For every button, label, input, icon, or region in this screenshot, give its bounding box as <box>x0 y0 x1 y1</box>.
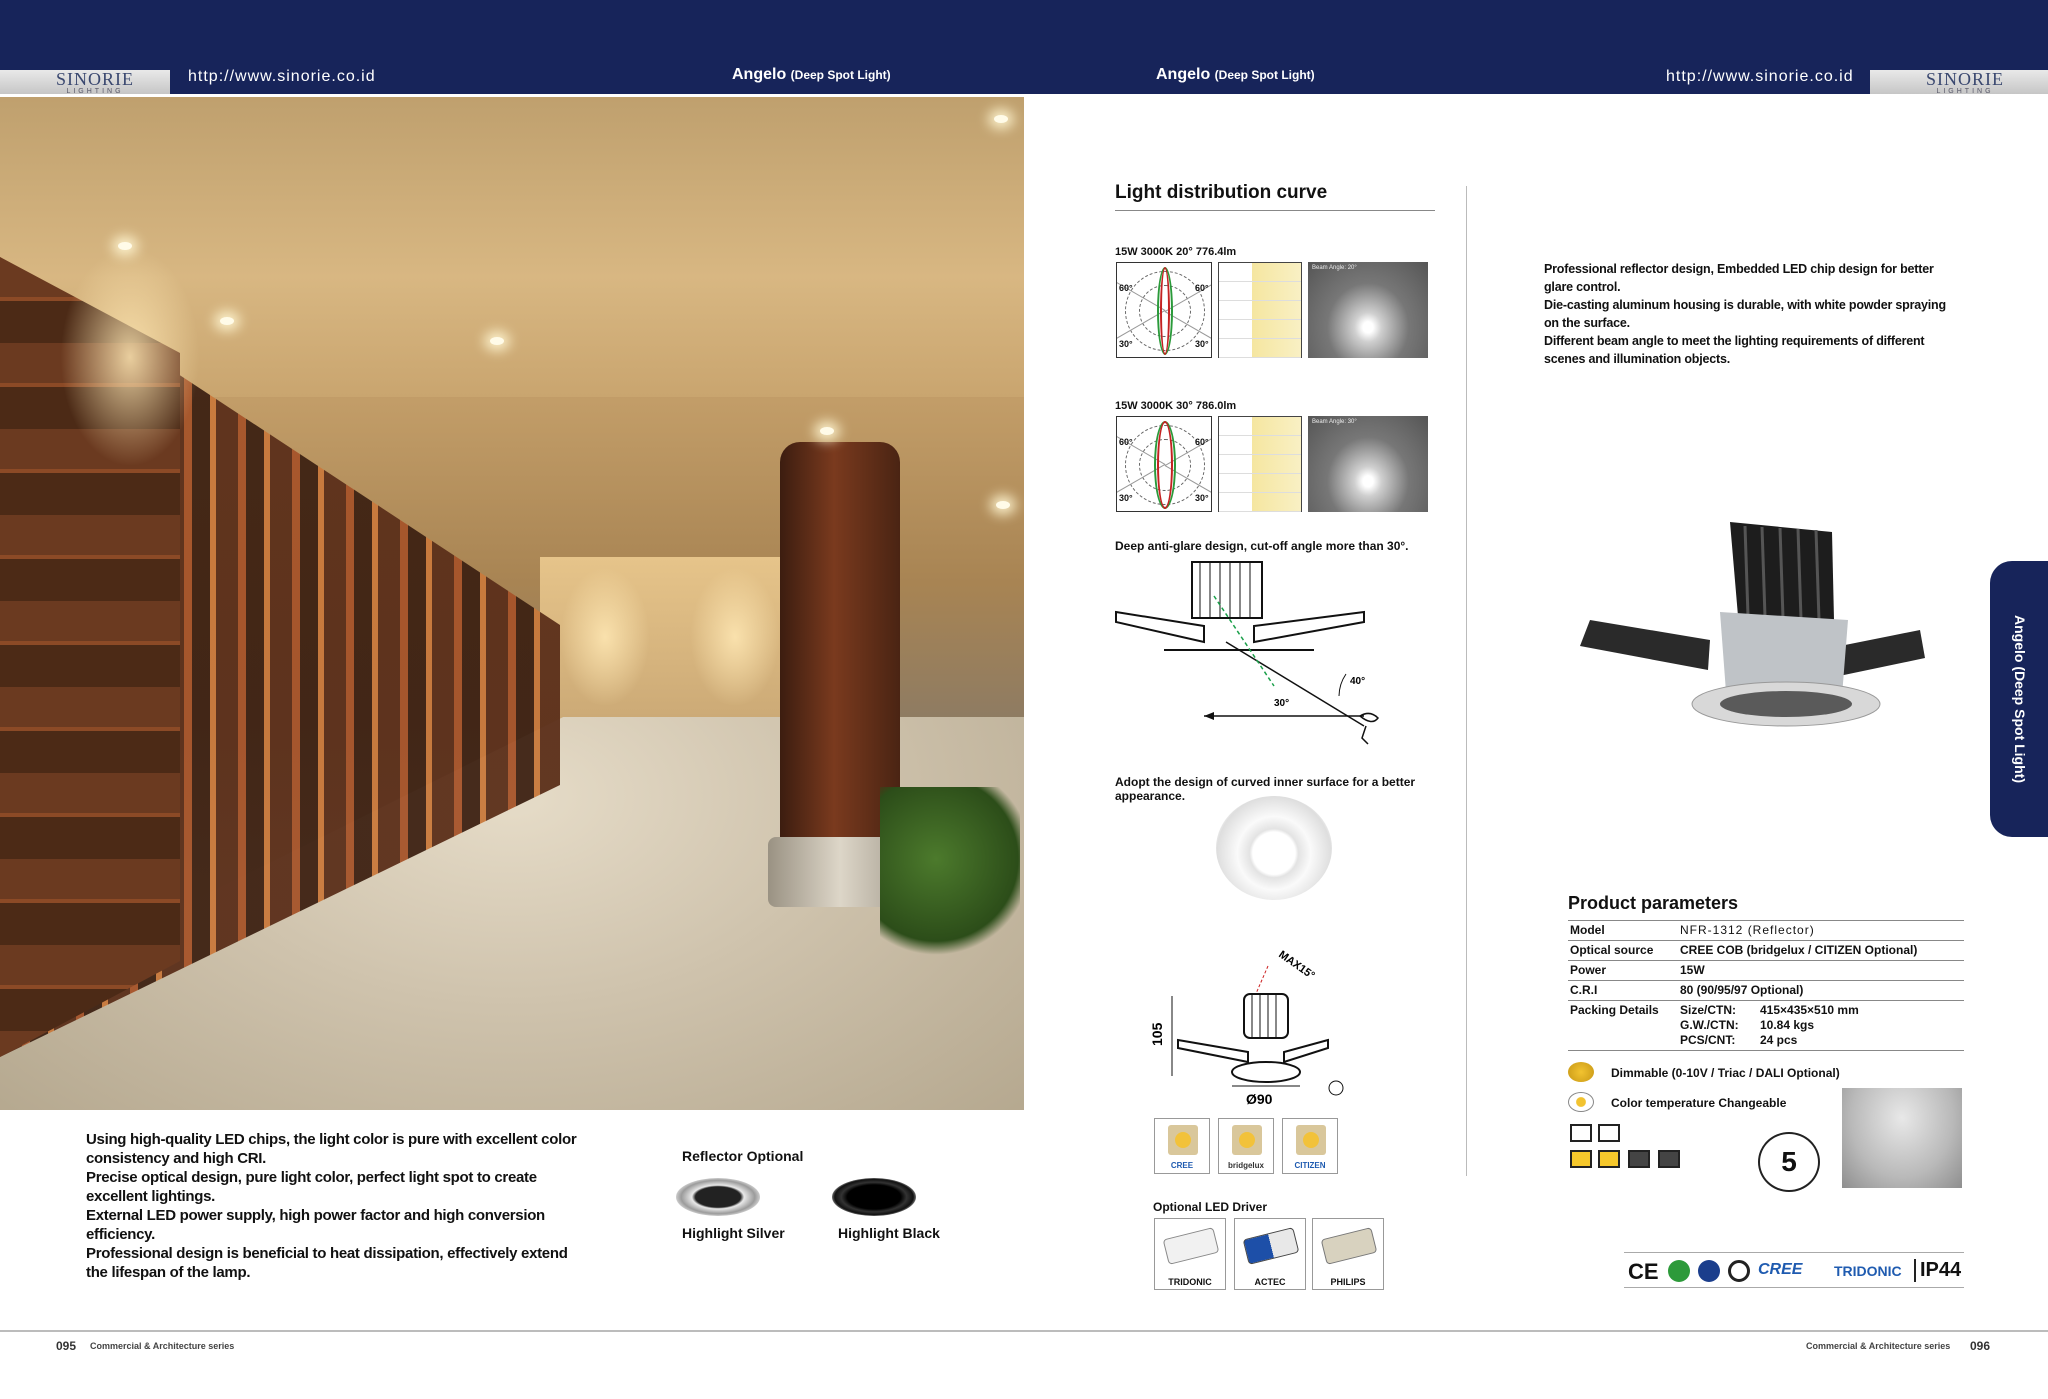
feature-item: Precise optical design, pure light color, perfect light spot to create excellent lightings. <box>86 1169 537 1205</box>
description-line: Different beam angle to meet the lighting requirements of different scenes and illumination objects. <box>1544 334 1925 366</box>
param-key: Power <box>1568 961 1678 981</box>
footer-rule <box>0 1330 2048 1332</box>
page-number-left: 095 <box>56 1339 77 1353</box>
cutoff-caption: Deep anti-glare design, cut-off angle more than 30°. <box>1115 539 1409 553</box>
photo-downlight <box>118 242 132 250</box>
cct-text: Color temperature Changeable <box>1611 1096 1787 1110</box>
cert-icon <box>1728 1260 1750 1282</box>
header-url-left[interactable]: http://www.sinorie.co.id <box>188 68 376 85</box>
spring-left <box>1580 620 1710 670</box>
photo-wall-glow <box>60 247 200 467</box>
side-tab-label: Angelo (Deep Spot Light) <box>2012 615 2028 783</box>
driver-image <box>1163 1227 1220 1265</box>
ldc-title-rule <box>1115 210 1435 211</box>
spring-right <box>1284 1040 1328 1062</box>
lux-row <box>1219 455 1301 474</box>
table-row <box>1568 1001 1964 1051</box>
rotate-icon <box>1329 1081 1343 1095</box>
cct-swatch-icon <box>1598 1150 1620 1168</box>
dim-max-tilt: MAX15° <box>1276 948 1317 983</box>
driver-brand: ACTEC <box>1254 1277 1286 1287</box>
lux-row <box>1219 493 1301 512</box>
param-key: C.R.I <box>1568 981 1678 1001</box>
table-row <box>1568 961 1964 981</box>
series-label-left: Commercial & Architecture series <box>90 1341 235 1351</box>
trim-ring <box>1232 1062 1300 1082</box>
driver-brand: TRIDONIC <box>1168 1277 1212 1287</box>
chip-bridgelux <box>1218 1118 1274 1174</box>
polar-angle-label: 30° <box>1195 493 1209 503</box>
photo-downlight <box>220 317 234 325</box>
lux-row <box>1219 320 1301 339</box>
polar-angle-label: 30° <box>1119 493 1133 503</box>
angle-arc <box>1339 674 1346 696</box>
arrow-head <box>1204 712 1214 720</box>
packing-key: G.W./CTN: <box>1680 1018 1739 1032</box>
ip-rating: IP44 <box>1914 1259 1961 1282</box>
param-value: 15W <box>1678 961 1964 981</box>
param-value: NFR-1312 (Reflector) <box>1678 921 1964 941</box>
polar-angle-label: 60° <box>1119 437 1133 447</box>
cct-icon <box>1568 1092 1594 1112</box>
product-image <box>1580 520 1930 740</box>
tridonic-logo: TRIDONIC <box>1834 1263 1902 1279</box>
reflector-opening <box>1720 691 1852 717</box>
param-value <box>1678 1001 1964 1051</box>
cree-logo: CREE <box>1758 1261 1803 1278</box>
packing-line <box>1680 1033 1962 1048</box>
table-row <box>1568 981 1964 1001</box>
chip-cree <box>1154 1118 1210 1174</box>
feature-item: External LED power supply, high power factor and high conversion efficiency. <box>86 1207 545 1243</box>
beam-photo-1 <box>1308 262 1428 358</box>
spring-left <box>1178 1040 1248 1062</box>
eye-icon <box>1360 713 1378 744</box>
driver-title: Optional LED Driver <box>1153 1200 1268 1214</box>
chip-image <box>1232 1125 1262 1155</box>
packing-value: 24 pcs <box>1760 1033 1798 1047</box>
packing-key: PCS/CNT: <box>1680 1033 1736 1047</box>
spring-left <box>1116 612 1204 642</box>
polar-curve-c90 <box>1160 267 1170 355</box>
rohs-icon <box>1668 1260 1690 1282</box>
driver-actec <box>1234 1218 1306 1290</box>
curve1-label: 15W 3000K 20° 776.4lm <box>1115 246 1237 258</box>
cct-swatch-icon <box>1570 1150 1592 1168</box>
side-tab[interactable] <box>1990 561 2048 837</box>
dim-height: 105 <box>1149 1022 1165 1046</box>
driver-tridonic <box>1154 1218 1226 1290</box>
cct-swatch-icon <box>1628 1150 1650 1168</box>
feature-item: Professional design is beneficial to heat dissipation, effectively extend the lifespan of the lamp. <box>86 1245 568 1281</box>
param-value: CREE COB (bridgelux / CITIZEN Optional) <box>1678 941 1964 961</box>
reflector-silver-image <box>676 1178 760 1216</box>
fixture-body <box>1244 994 1288 1038</box>
chip-brand: CITIZEN <box>1294 1161 1326 1170</box>
interior-photo <box>0 97 1024 1110</box>
beam-title: Beam Angle: 20° <box>1312 265 1357 271</box>
curved-caption: Adopt the design of curved inner surface for a better appearance. <box>1115 775 1416 803</box>
lux-row <box>1219 263 1301 282</box>
lux-row <box>1219 339 1301 358</box>
polar-angle-label: 30° <box>1195 339 1209 349</box>
polar-angle-label: 60° <box>1119 283 1133 293</box>
lux-row <box>1219 417 1301 436</box>
param-value: 80 (90/95/97 Optional) <box>1678 981 1964 1001</box>
packing-key: Size/CTN: <box>1680 1003 1737 1017</box>
photo-plant <box>880 787 1020 967</box>
lux-row <box>1219 301 1301 320</box>
driver-image <box>1321 1227 1378 1265</box>
spring-right <box>1254 612 1364 642</box>
header-title-left: Angelo (Deep Spot Light) <box>732 66 891 83</box>
ce-mark: CE <box>1628 1259 1659 1284</box>
ldc-title: Light distribution curve <box>1115 182 1328 203</box>
dimmable-icon <box>1568 1062 1594 1082</box>
photo-wall-glow <box>690 567 780 707</box>
cct-swatch-icon <box>1658 1150 1680 1168</box>
photo-downlight <box>996 501 1010 509</box>
polar-curve-c90 <box>1157 421 1173 509</box>
reflector-silver-label: Highlight Silver <box>682 1225 785 1241</box>
chip-brand: bridgelux <box>1227 1161 1264 1170</box>
cutoff-diagram <box>1114 556 1384 756</box>
cct-swatch-icon <box>1570 1124 1592 1142</box>
inner-ring-image <box>1216 796 1332 900</box>
curve2-label: 15W 3000K 30° 786.0lm <box>1115 400 1237 412</box>
dimmable-text: Dimmable (0-10V / Triac / DALI Optional) <box>1611 1066 1840 1080</box>
warranty-years: 5 <box>1781 1146 1797 1177</box>
dim-diameter: Ø90 <box>1246 1091 1273 1107</box>
polar-angle-label: 60° <box>1195 283 1209 293</box>
illuminance-table-2 <box>1218 416 1302 512</box>
params-title: Product parameters <box>1568 893 1739 913</box>
column-divider <box>1466 186 1467 1176</box>
header-url-right[interactable]: http://www.sinorie.co.id <box>1666 68 1854 85</box>
page-number-right: 096 <box>1970 1339 1991 1353</box>
polar-diagram-1 <box>1116 262 1212 358</box>
param-key: Model <box>1568 921 1678 941</box>
warranty-badge-icon <box>1758 1132 1820 1192</box>
header-nav-strip <box>170 70 1870 94</box>
driver-brand: PHILIPS <box>1330 1277 1366 1287</box>
packing-value: 10.84 kgs <box>1760 1018 1815 1032</box>
beam-title: Beam Angle: 30° <box>1312 419 1357 425</box>
lux-row <box>1219 474 1301 493</box>
photo-downlight <box>490 337 504 345</box>
reflector-black-label: Highlight Black <box>838 1225 940 1241</box>
header-title-right: Angelo (Deep Spot Light) <box>1156 66 1315 83</box>
table-row <box>1568 941 1964 961</box>
certification-strip <box>1624 1252 1964 1288</box>
angle-label-40: 40° <box>1350 676 1366 687</box>
photo-downlight <box>994 115 1008 123</box>
cutoff-ray <box>1226 642 1364 726</box>
polar-angle-label: 60° <box>1195 437 1209 447</box>
description-line: Die-casting aluminum housing is durable, with white powder spraying on the surface. <box>1544 298 1946 330</box>
dimension-drawing <box>1148 936 1368 1116</box>
packing-line <box>1680 1003 1962 1018</box>
description-line: Professional reflector design, Embedded LED chip design for better glare control. <box>1544 262 1934 294</box>
illuminance-table-1 <box>1218 262 1302 358</box>
room-render-image <box>1842 1088 1962 1188</box>
reflector-black-image <box>832 1178 916 1216</box>
features-list <box>86 1130 586 1282</box>
reflector-title: Reflector Optional <box>682 1148 804 1164</box>
lux-row <box>1219 282 1301 301</box>
photo-downlight <box>820 427 834 435</box>
params-table <box>1568 920 1964 1051</box>
beam-photo-2 <box>1308 416 1428 512</box>
series-label-right: Commercial & Architecture series <box>1806 1341 1951 1351</box>
driver-philips <box>1312 1218 1384 1290</box>
fixture-heatsink <box>1192 562 1262 618</box>
angle-label-30: 30° <box>1274 698 1290 709</box>
driver-image <box>1243 1227 1300 1265</box>
table-row <box>1568 921 1964 941</box>
logo-left: SINORIE LIGHTING <box>56 69 134 95</box>
logo-right: SINORIE LIGHTING <box>1926 69 2004 95</box>
polar-diagram-2 <box>1116 416 1212 512</box>
feature-item: Using high-quality LED chips, the light color is pure with excellent color consistency and high CRI. <box>86 1131 577 1167</box>
param-key: Packing Details <box>1568 1001 1678 1051</box>
param-key: Optical source <box>1568 941 1678 961</box>
lux-row <box>1219 436 1301 455</box>
cct-swatch-icon <box>1598 1124 1620 1142</box>
packing-value: 415×435×510 mm <box>1760 1003 1859 1017</box>
chip-citizen <box>1282 1118 1338 1174</box>
product-description <box>1544 260 1964 368</box>
cert-icon <box>1698 1260 1720 1282</box>
chip-brand: CREE <box>1170 1161 1194 1170</box>
chip-image <box>1168 1125 1198 1155</box>
chip-image <box>1296 1125 1326 1155</box>
polar-angle-label: 30° <box>1119 339 1133 349</box>
photo-wall-glow <box>560 567 650 707</box>
packing-line <box>1680 1018 1962 1033</box>
